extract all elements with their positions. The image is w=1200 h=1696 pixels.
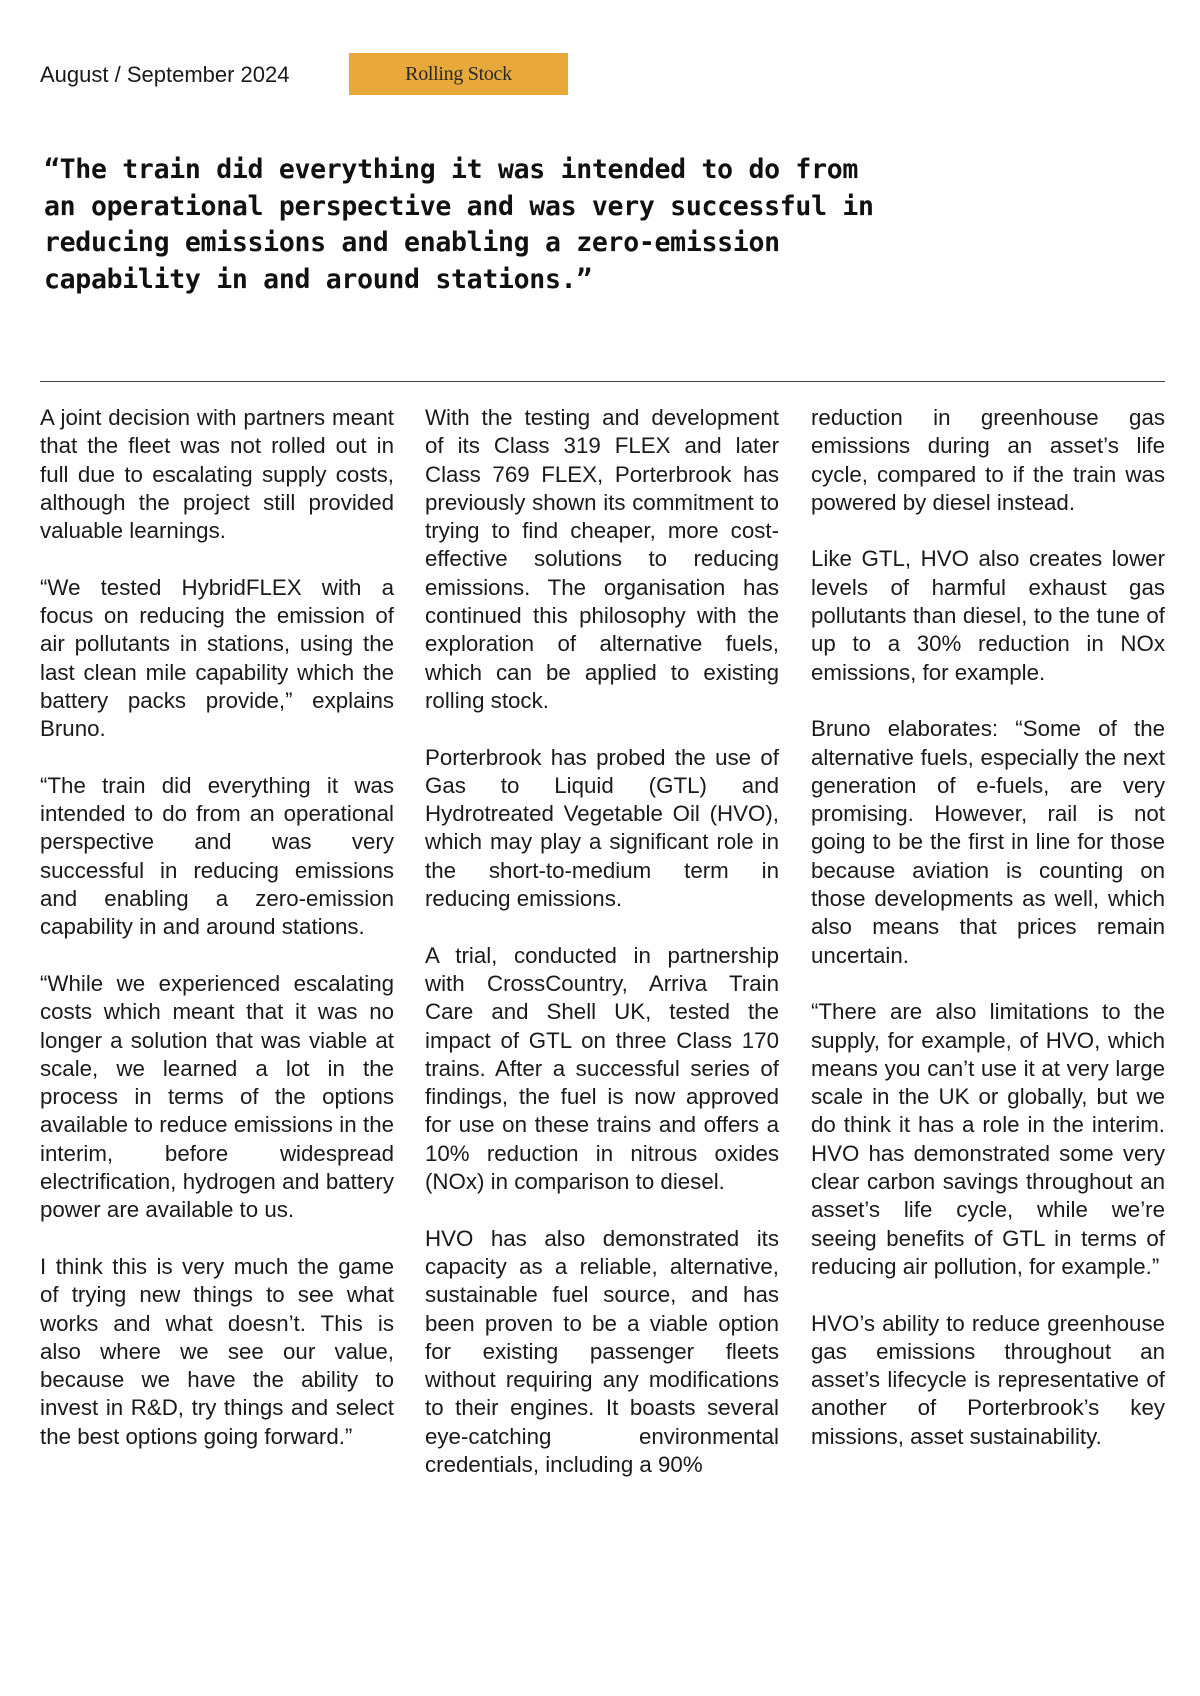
paragraph: Bruno elaborates: “Some of the alternative fuels, especially the next generation of e-fuels, are very promising. However, rail is not going to be the first in line for those because aviation is counting on those developments as well, which also means that prices remain uncertain.: [811, 716, 1165, 968]
issue-date: August / September 2024: [40, 62, 290, 87]
article-column-2: [425, 404, 779, 1479]
article-column-3: [811, 404, 1165, 1451]
paragraph: “There are also limitations to the supply, for example, of HVO, which means you can’t use it at very large scale in the UK or globally, but we do think it has a role in the interim. HVO has demonstrated some very clear carbon savings throughout an asset’s life cycle, while we’re seeing benefits of GTL in terms of reducing air pollution, for example.”: [811, 999, 1165, 1279]
pull-quote: “The train did everything it was intended to do from an operational perspective and was very successful in reducing emissions and enabling a zero-emission capability in and around stations.”: [44, 154, 874, 295]
paragraph: “We tested HybridFLEX with a focus on reducing the emission of air pollutants in stations, using the last clean mile capability which the battery packs provide,” explains Bruno.: [40, 574, 394, 742]
paragraph: HVO has also demonstrated its capacity as a reliable, alternative, sustainable fuel source, and has been proven to be a viable option for existing passenger fleets without requiring any modifications to their engines. It boasts several eye-catching environmental credentials, including a 90%: [425, 1225, 779, 1477]
paragraph: “While we experienced escalating costs which meant that it was no longer a solution that was viable at scale, we learned a lot in the process in terms of the options available to reduce emissions in the interim, before widespread electrification, hydrogen and battery power are available to us.: [40, 970, 394, 1223]
divider-rule: [40, 381, 1165, 382]
section-tag: Rolling Stock: [349, 53, 568, 95]
paragraph: Like GTL, HVO also creates lower levels of harmful exhaust gas pollutants than diesel, to the tune of up to a 30% reduction in NOx emissions, for example.: [811, 546, 1165, 685]
paragraph: A trial, conducted in partnership with CrossCountry, Arriva Train Care and Shell UK, tested the impact of GTL on three Class 170 trains. After a successful series of findings, the fuel is now approved for use on these trains and offers a 10% reduction in nitrous oxides (NOx) in comparison to diesel.: [425, 942, 779, 1195]
paragraph: I think this is very much the game of trying new things to see what works and what doesn’t. This is also where we see our value, because we have the ability to invest in R&D, try things and select the best options going forward.”: [40, 1253, 394, 1449]
paragraph: HVO’s ability to reduce greenhouse gas emissions throughout an asset’s lifecycle is representative of another of Porterbrook’s key missions, asset sustainability.: [811, 1310, 1165, 1449]
paragraph: reduction in greenhouse gas emissions during an asset’s life cycle, compared to if the train was powered by diesel instead.: [811, 405, 1165, 515]
paragraph: “The train did everything it was intended to do from an operational perspective and was very successful in reducing emissions and enabling a zero-emission capability in and around stations.: [40, 772, 394, 940]
article-column-1: [40, 404, 394, 1451]
paragraph: With the testing and development of its Class 319 FLEX and later Class 769 FLEX, Porterbrook has previously shown its commitment to trying to find cheaper, more cost-effective solutions to reducing emissions. The organisation has continued this philosophy with the exploration of alternative fuels, which can be applied to existing rolling stock.: [425, 405, 779, 713]
paragraph: A joint decision with partners meant that the fleet was not rolled out in full due to escalating supply costs, although the project still provided valuable learnings.: [40, 405, 394, 544]
paragraph: Porterbrook has probed the use of Gas to Liquid (GTL) and Hydrotreated Vegetable Oil (HVO), which may play a significant role in the short-to-medium term in reducing emissions.: [425, 744, 779, 912]
